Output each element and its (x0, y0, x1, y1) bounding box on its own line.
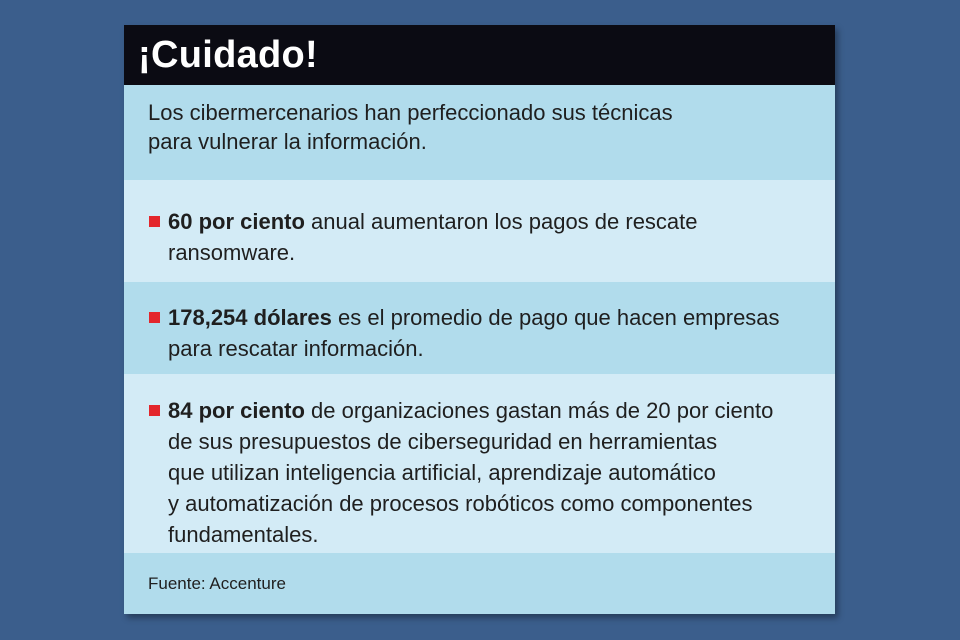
source-credit: Fuente: Accenture (124, 553, 835, 614)
fact-line: ransomware. (168, 240, 296, 265)
intro-text (124, 85, 835, 180)
fact-highlight: 60 por ciento (168, 209, 305, 234)
fact-item-ai-spending (124, 374, 835, 553)
fact-text: de organizaciones gastan más de 20 por ciento (304, 398, 774, 423)
red-square-bullet-icon (149, 405, 160, 416)
fact-highlight: 178,254 dólares (168, 305, 332, 330)
fact-text: es el promedio de pago que hacen empresas (331, 305, 780, 330)
fact-item-ransom-increase (124, 180, 835, 282)
fact-line: y automatización de procesos robóticos como componentes (168, 491, 753, 516)
fact-line (168, 302, 815, 333)
fact-line: fundamentales. (168, 522, 319, 547)
card-title: ¡Cuidado! (124, 25, 835, 85)
fact-text: anual aumentaron los pagos de rescate (304, 209, 698, 234)
fact-line (168, 206, 795, 237)
red-square-bullet-icon (149, 216, 160, 227)
intro-line-1: Los cibermercenarios han perfeccionado sus técnicas (148, 100, 673, 125)
fact-line: para rescatar información. (168, 336, 424, 361)
red-square-bullet-icon (149, 312, 160, 323)
fact-line: de sus presupuestos de ciberseguridad en herramientas (168, 429, 718, 454)
fact-highlight: 84 por ciento (168, 398, 305, 423)
fact-item-average-payment (124, 282, 835, 374)
fact-line: que utilizan inteligencia artificial, aprendizaje automático (168, 460, 716, 485)
info-card (124, 25, 835, 614)
intro-line-2: para vulnerar la información. (148, 129, 427, 154)
fact-line (168, 395, 815, 426)
